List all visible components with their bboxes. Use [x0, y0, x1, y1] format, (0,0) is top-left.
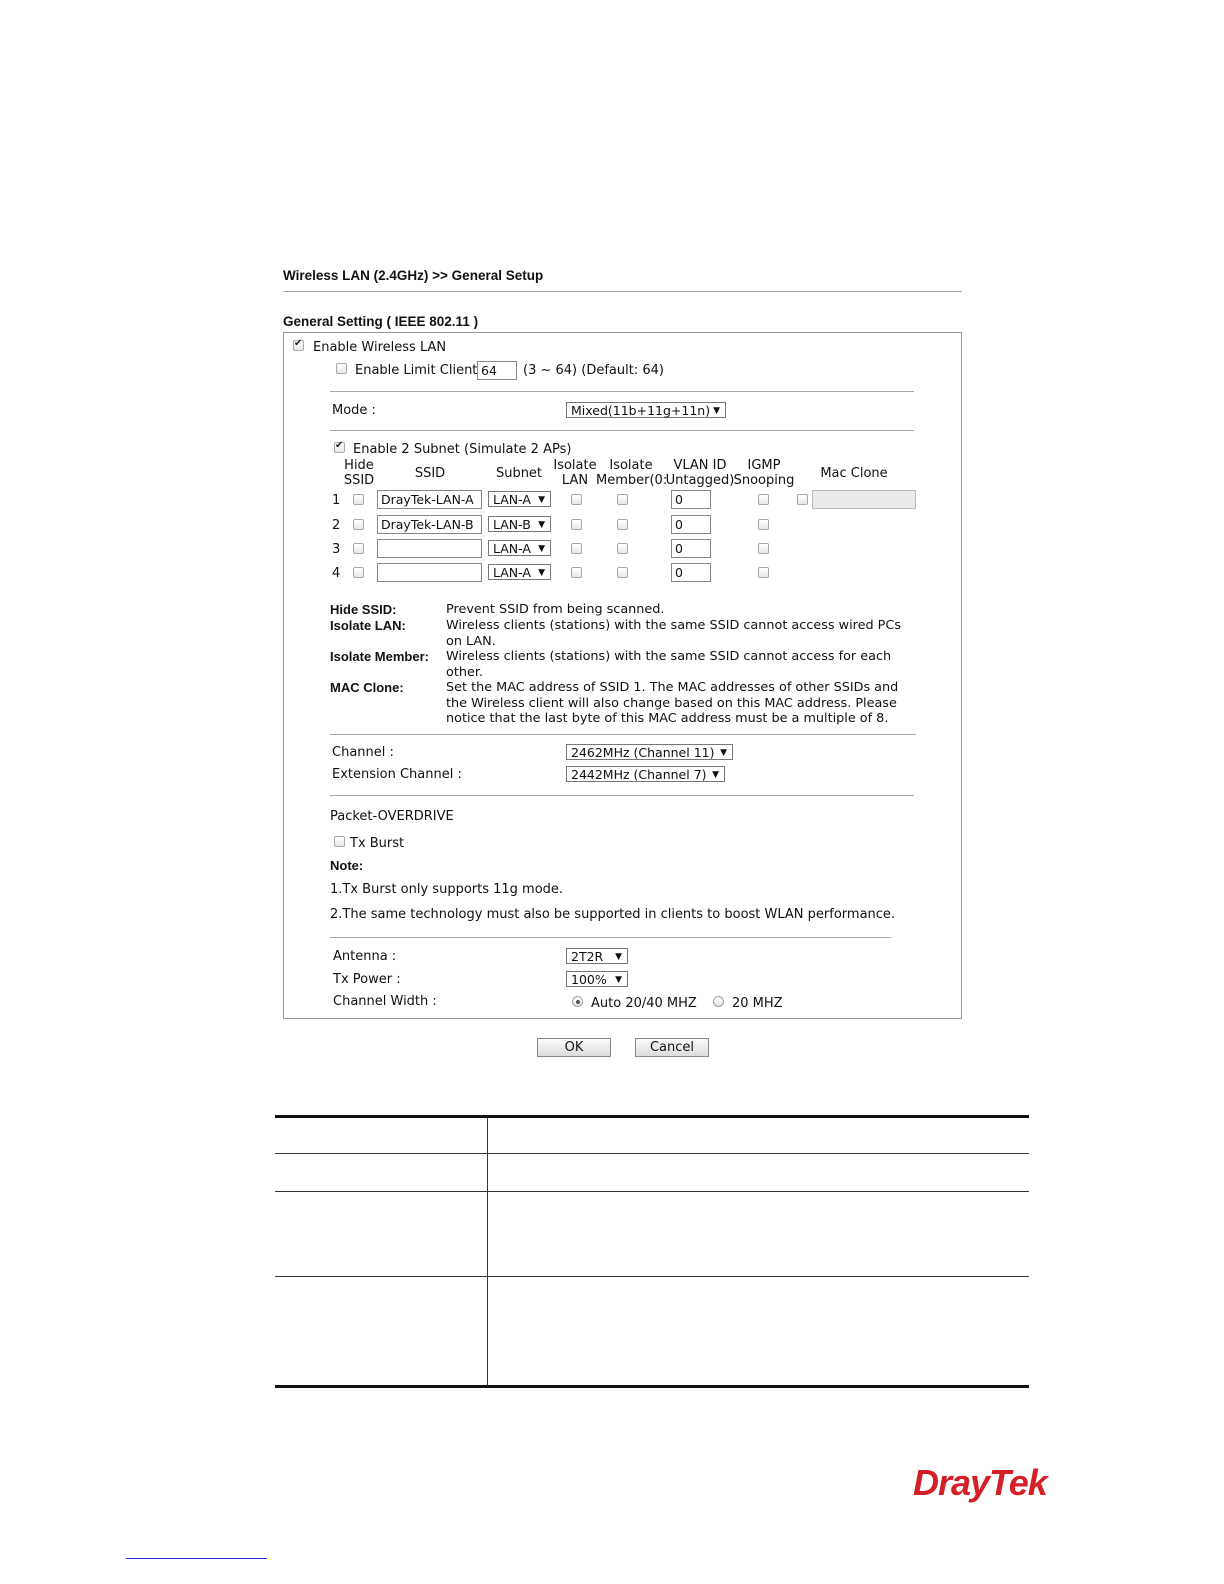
divider [330, 937, 891, 938]
chevron-down-icon: ▼ [538, 495, 545, 505]
note-term: MAC Clone: [330, 680, 404, 695]
subnet-value: LAN-A [493, 492, 531, 507]
subnet-value: LAN-A [493, 565, 531, 580]
limit-client-input[interactable]: 64 [477, 361, 517, 380]
note-line-1: 1.Tx Burst only supports 11g mode. [330, 882, 564, 897]
chevron-down-icon: ▼ [538, 520, 545, 530]
note-line: Set the MAC address of SSID 1. The MAC addresses of other SSIDs and [446, 680, 899, 695]
cancel-button[interactable]: Cancel [635, 1038, 709, 1057]
width-20-label: 20 MHZ [732, 996, 783, 1011]
table-row-rule [275, 1153, 1029, 1154]
antenna-value: 2T2R [571, 949, 604, 964]
subnet-select[interactable] [488, 516, 551, 532]
chevron-down-icon: ▼ [713, 406, 720, 416]
header-isolate-member-line1: Isolate [609, 458, 653, 473]
note-text [446, 602, 664, 618]
header-vlan-id-line2: Untagged) [665, 473, 735, 488]
isolate-member-checkbox[interactable] [617, 567, 628, 578]
header-mac-clone: Mac Clone [820, 466, 888, 481]
chevron-down-icon: ▼ [720, 748, 727, 758]
hide-ssid-checkbox[interactable] [353, 519, 364, 530]
overdrive-title: Packet-OVERDRIVE [330, 809, 454, 824]
channel-label: Channel : [332, 745, 394, 760]
note-line-2: 2.The same technology must also be supported in clients to boost WLAN performance. [330, 907, 896, 922]
header-vlan-id-line1: VLAN ID [673, 458, 727, 473]
enable-wlan-label: Enable Wireless LAN [313, 340, 447, 355]
width-auto-label: Auto 20/40 MHZ [591, 996, 697, 1011]
note-label: Note: [330, 858, 364, 873]
tx-burst-label: Tx Burst [350, 836, 405, 851]
header-igmp [732, 458, 796, 488]
table-row-rule [275, 1276, 1029, 1277]
footer-link-underline [126, 1558, 267, 1559]
header-isolate-member [596, 458, 666, 488]
note-line: notice that the last byte of this MAC address must be a multiple of 8. [446, 711, 889, 726]
vlan-id-input[interactable]: 0 [671, 515, 711, 534]
table-column-divider [487, 1117, 488, 1386]
mode-select[interactable] [566, 402, 726, 418]
subnet-select[interactable] [488, 491, 551, 507]
row-index: 4 [332, 566, 341, 581]
vlan-id-input[interactable]: 0 [671, 490, 711, 509]
chevron-down-icon: ▼ [538, 568, 545, 578]
width-20-radio[interactable] [713, 996, 724, 1007]
note-text [446, 649, 891, 680]
chevron-down-icon: ▼ [615, 975, 622, 985]
note-line: Wireless clients (stations) with the same SSID cannot access for each [446, 649, 892, 664]
subnet-select[interactable] [488, 564, 551, 580]
note-term: Isolate Member: [330, 649, 429, 664]
isolate-member-checkbox[interactable] [617, 543, 628, 554]
header-vlan-id [664, 458, 736, 488]
chevron-down-icon: ▼ [712, 770, 719, 780]
header-isolate-lan [552, 458, 598, 488]
header-subnet: Subnet [495, 466, 543, 481]
header-ssid: SSID [414, 466, 446, 481]
tx-power-value: 100% [571, 972, 607, 987]
isolate-lan-checkbox[interactable] [571, 567, 582, 578]
draytek-logo: DrayTek [913, 1462, 1047, 1503]
note-line: Wireless clients (stations) with the same SSID cannot access wired PCs [446, 618, 901, 633]
note-line: Prevent SSID from being scanned. [446, 602, 665, 617]
table-row-rule [275, 1191, 1029, 1192]
antenna-label: Antenna : [333, 949, 397, 964]
isolate-lan-checkbox[interactable] [571, 519, 582, 530]
note-term: Hide SSID: [330, 602, 397, 617]
note-line: on LAN. [446, 633, 496, 649]
note-term: Isolate LAN: [330, 618, 406, 633]
mode-value: Mixed(11b+11g+11n) [571, 403, 711, 418]
vlan-id-input[interactable]: 0 [671, 563, 711, 582]
header-hide-ssid-line2: SSID [343, 473, 375, 488]
divider [330, 734, 916, 735]
table-top-rule [275, 1115, 1029, 1118]
title-divider [283, 291, 962, 292]
header-isolate-lan-line2: LAN [561, 473, 589, 488]
ssid-input[interactable] [377, 563, 482, 582]
hide-ssid-checkbox[interactable] [353, 494, 364, 505]
limit-hint: (3 ~ 64) (Default: 64) [523, 363, 664, 378]
igmp-checkbox[interactable] [758, 567, 769, 578]
enable-subnet-label: Enable 2 Subnet (Simulate 2 APs) [353, 442, 572, 457]
divider [330, 430, 914, 431]
igmp-checkbox[interactable] [758, 543, 769, 554]
tx-power-select[interactable] [566, 971, 628, 987]
antenna-select[interactable] [566, 948, 628, 964]
channel-select[interactable] [566, 744, 733, 760]
ssid-input[interactable]: DrayTek-LAN-A [377, 490, 482, 509]
header-isolate-lan-line1: Isolate [553, 458, 597, 473]
row-index: 3 [332, 542, 341, 557]
note-text [446, 680, 898, 727]
mac-clone-checkbox[interactable] [797, 494, 808, 505]
hide-ssid-checkbox[interactable] [353, 567, 364, 578]
vlan-id-input[interactable]: 0 [671, 539, 711, 558]
ok-button[interactable]: OK [537, 1038, 611, 1057]
isolate-member-checkbox[interactable] [617, 519, 628, 530]
tx-burst-checkbox[interactable] [334, 836, 345, 847]
section-title: General Setting ( IEEE 802.11 ) [283, 314, 479, 329]
ssid-input[interactable] [377, 539, 482, 558]
divider [330, 391, 914, 392]
chevron-down-icon: ▼ [538, 544, 545, 554]
mac-clone-input[interactable] [812, 490, 916, 509]
table-bottom-rule [275, 1385, 1029, 1388]
header-isolate-member-line2: Member(0: [596, 473, 668, 488]
header-hide-ssid [338, 458, 380, 488]
enable-wlan-checkbox[interactable] [293, 340, 304, 351]
extension-channel-value: 2442MHz (Channel 7) [571, 767, 707, 782]
subnet-select[interactable] [488, 540, 551, 556]
enable-limit-checkbox[interactable] [336, 363, 347, 374]
subnet-value: LAN-B [493, 517, 531, 532]
enable-subnet-checkbox[interactable] [334, 442, 345, 453]
page-title: Wireless LAN (2.4GHz) >> General Setup [283, 268, 544, 283]
mode-label: Mode : [332, 403, 376, 418]
header-hide-ssid-line1: Hide [344, 458, 374, 473]
divider [330, 795, 914, 796]
enable-limit-label: Enable Limit Client [355, 363, 478, 378]
isolate-lan-checkbox[interactable] [571, 494, 582, 505]
ssid-input[interactable]: DrayTek-LAN-B [377, 515, 482, 534]
extension-channel-select[interactable] [566, 766, 725, 782]
chevron-down-icon: ▼ [615, 952, 622, 962]
row-index: 2 [332, 518, 341, 533]
isolate-member-checkbox[interactable] [617, 494, 628, 505]
width-auto-radio[interactable] [572, 996, 583, 1007]
row-index: 1 [332, 493, 341, 508]
header-igmp-line2: Snooping [733, 473, 795, 488]
subnet-value: LAN-A [493, 541, 531, 556]
header-igmp-line1: IGMP [747, 458, 781, 473]
tx-power-label: Tx Power : [333, 972, 401, 987]
channel-value: 2462MHz (Channel 11) [571, 745, 715, 760]
channel-width-label: Channel Width : [333, 994, 437, 1009]
extension-channel-label: Extension Channel : [332, 767, 462, 782]
hide-ssid-checkbox[interactable] [353, 543, 364, 554]
note-line: the Wireless client will also change based on this MAC address. Please [446, 695, 897, 711]
note-text [446, 618, 901, 649]
igmp-checkbox[interactable] [758, 519, 769, 530]
igmp-checkbox[interactable] [758, 494, 769, 505]
isolate-lan-checkbox[interactable] [571, 543, 582, 554]
note-line: other. [446, 664, 483, 680]
